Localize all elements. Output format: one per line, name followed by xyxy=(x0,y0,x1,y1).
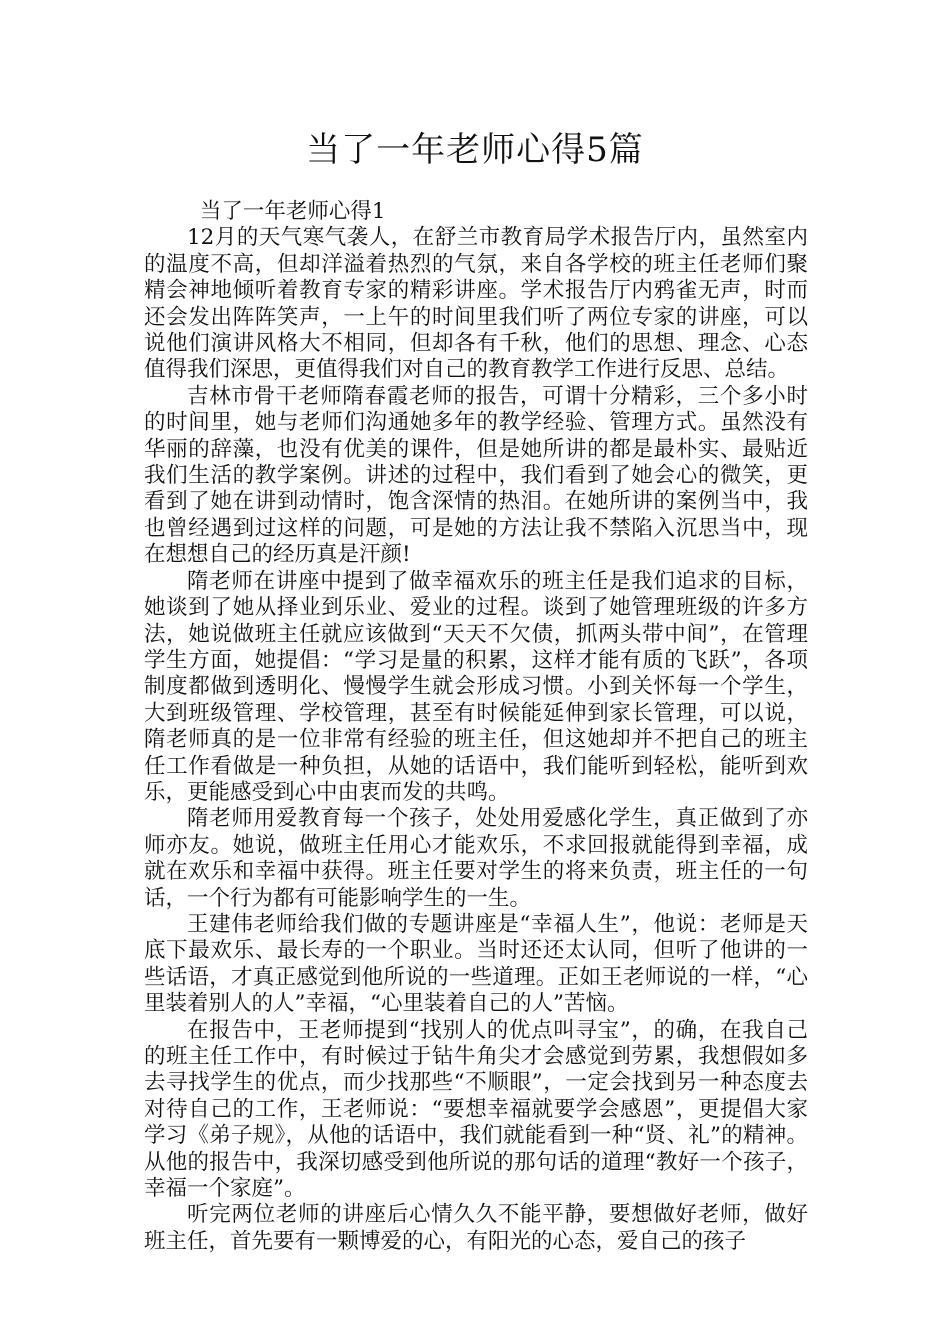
document-title: 当了一年老师心得5篇 xyxy=(306,130,644,170)
paragraph: 隋老师用爱教育每一个孩子，处处用爱感化学生，真正做到了亦师亦友。她说，做班主任用心才能欢乐，不求回报就能得到幸福，成就在欢乐和幸福中获得。班主任要对学生的将来负责，班主任的一句话，一个行为都有可能影响学生的一生。 xyxy=(144,806,808,911)
paragraph: 吉林市骨干老师隋春霞老师的报告，可谓十分精彩，三个多小时的时间里，她与老师们沟通她多年的教学经验、管理方式。虽然没有华丽的辞藻，也没有优美的课件，但是她所讲的都是最朴实、最贴近我们生活的教学案例。讲述的过程中，我们看到了她会心的微笑，更看到了她在讲到动情时，饱含深情的热泪。在她所讲的案例当中，我也曾经遇到过这样的问题，可是她的方法让我不禁陷入沉思当中，现在想想自己的经历真是汗颜! xyxy=(144,383,808,568)
paragraph: 听完两位老师的讲座后心情久久不能平静，要想做好老师，做好班主任，首先要有一颗博爱的心，有阳光的心态，爱自己的孩子 xyxy=(144,1202,808,1254)
paragraph: 12月的天气寒气袭人，在舒兰市教育局学术报告厅内，虽然室内的温度不高，但却洋溢着热烈的气氛，来自各学校的班主任老师们聚精会神地倾听着教育专家的精彩讲座。学术报告厅内鸦雀无声，时而还会发出阵阵笑声，一上午的时间里我们听了两位专家的讲座，可以说他们演讲风格大不相同，但却各有千秋，他们的思想、理念、心态值得我们深思，更值得我们对自己的教育教学工作进行反思、总结。 xyxy=(144,225,808,383)
document-body xyxy=(144,199,808,1255)
paragraph: 在报告中，王老师提到“找别人的优点叫寻宝”，的确，在我自己的班主任工作中，有时候过于钻牛角尖才会感觉到劳累，我想假如多去寻找学生的优点，而少找那些“不顺眼”，一定会找到另一种态度去对待自己的工作，王老师说：“要想幸福就要学会感恩”，更提倡大家学习《弟子规》，从他的话语中，我们就能看到一种“贤、礼”的精神。从他的报告中，我深切感受到他所说的那句话的道理“教好一个孩子，幸福一个家庭”。 xyxy=(144,1017,808,1202)
paragraph: 隋老师在讲座中提到了做幸福欢乐的班主任是我们追求的目标，她谈到了她从择业到乐业、爱业的过程。谈到了她管理班级的许多方法，她说做班主任就应该做到“天天不欠债，抓两头带中间”，在管理学生方面，她提倡：“学习是量的积累，这样才能有质的飞跃”，各项制度都做到透明化、慢慢学生就会形成习惯。小到关怀每一个学生，大到班级管理、学校管理，甚至有时候能延伸到家长管理，可以说，隋老师真的是一位非常有经验的班主任，但这她却并不把自己的班主任工作看做是一种负担，从她的话语中，我们能听到轻松，能听到欢乐，更能感受到心中由衷而发的共鸣。 xyxy=(144,568,808,805)
section-heading: 当了一年老师心得1 xyxy=(199,199,386,224)
paragraph: 王建伟老师给我们做的专题讲座是“幸福人生”，他说：老师是天底下最欢乐、最长寿的一个职业。当时还还太认同，但听了他讲的一些话语，才真正感觉到他所说的一些道理。正如王老师说的一样，“心里装着别人的人”幸福，“心里装着自己的人”苦恼。 xyxy=(144,911,808,1017)
